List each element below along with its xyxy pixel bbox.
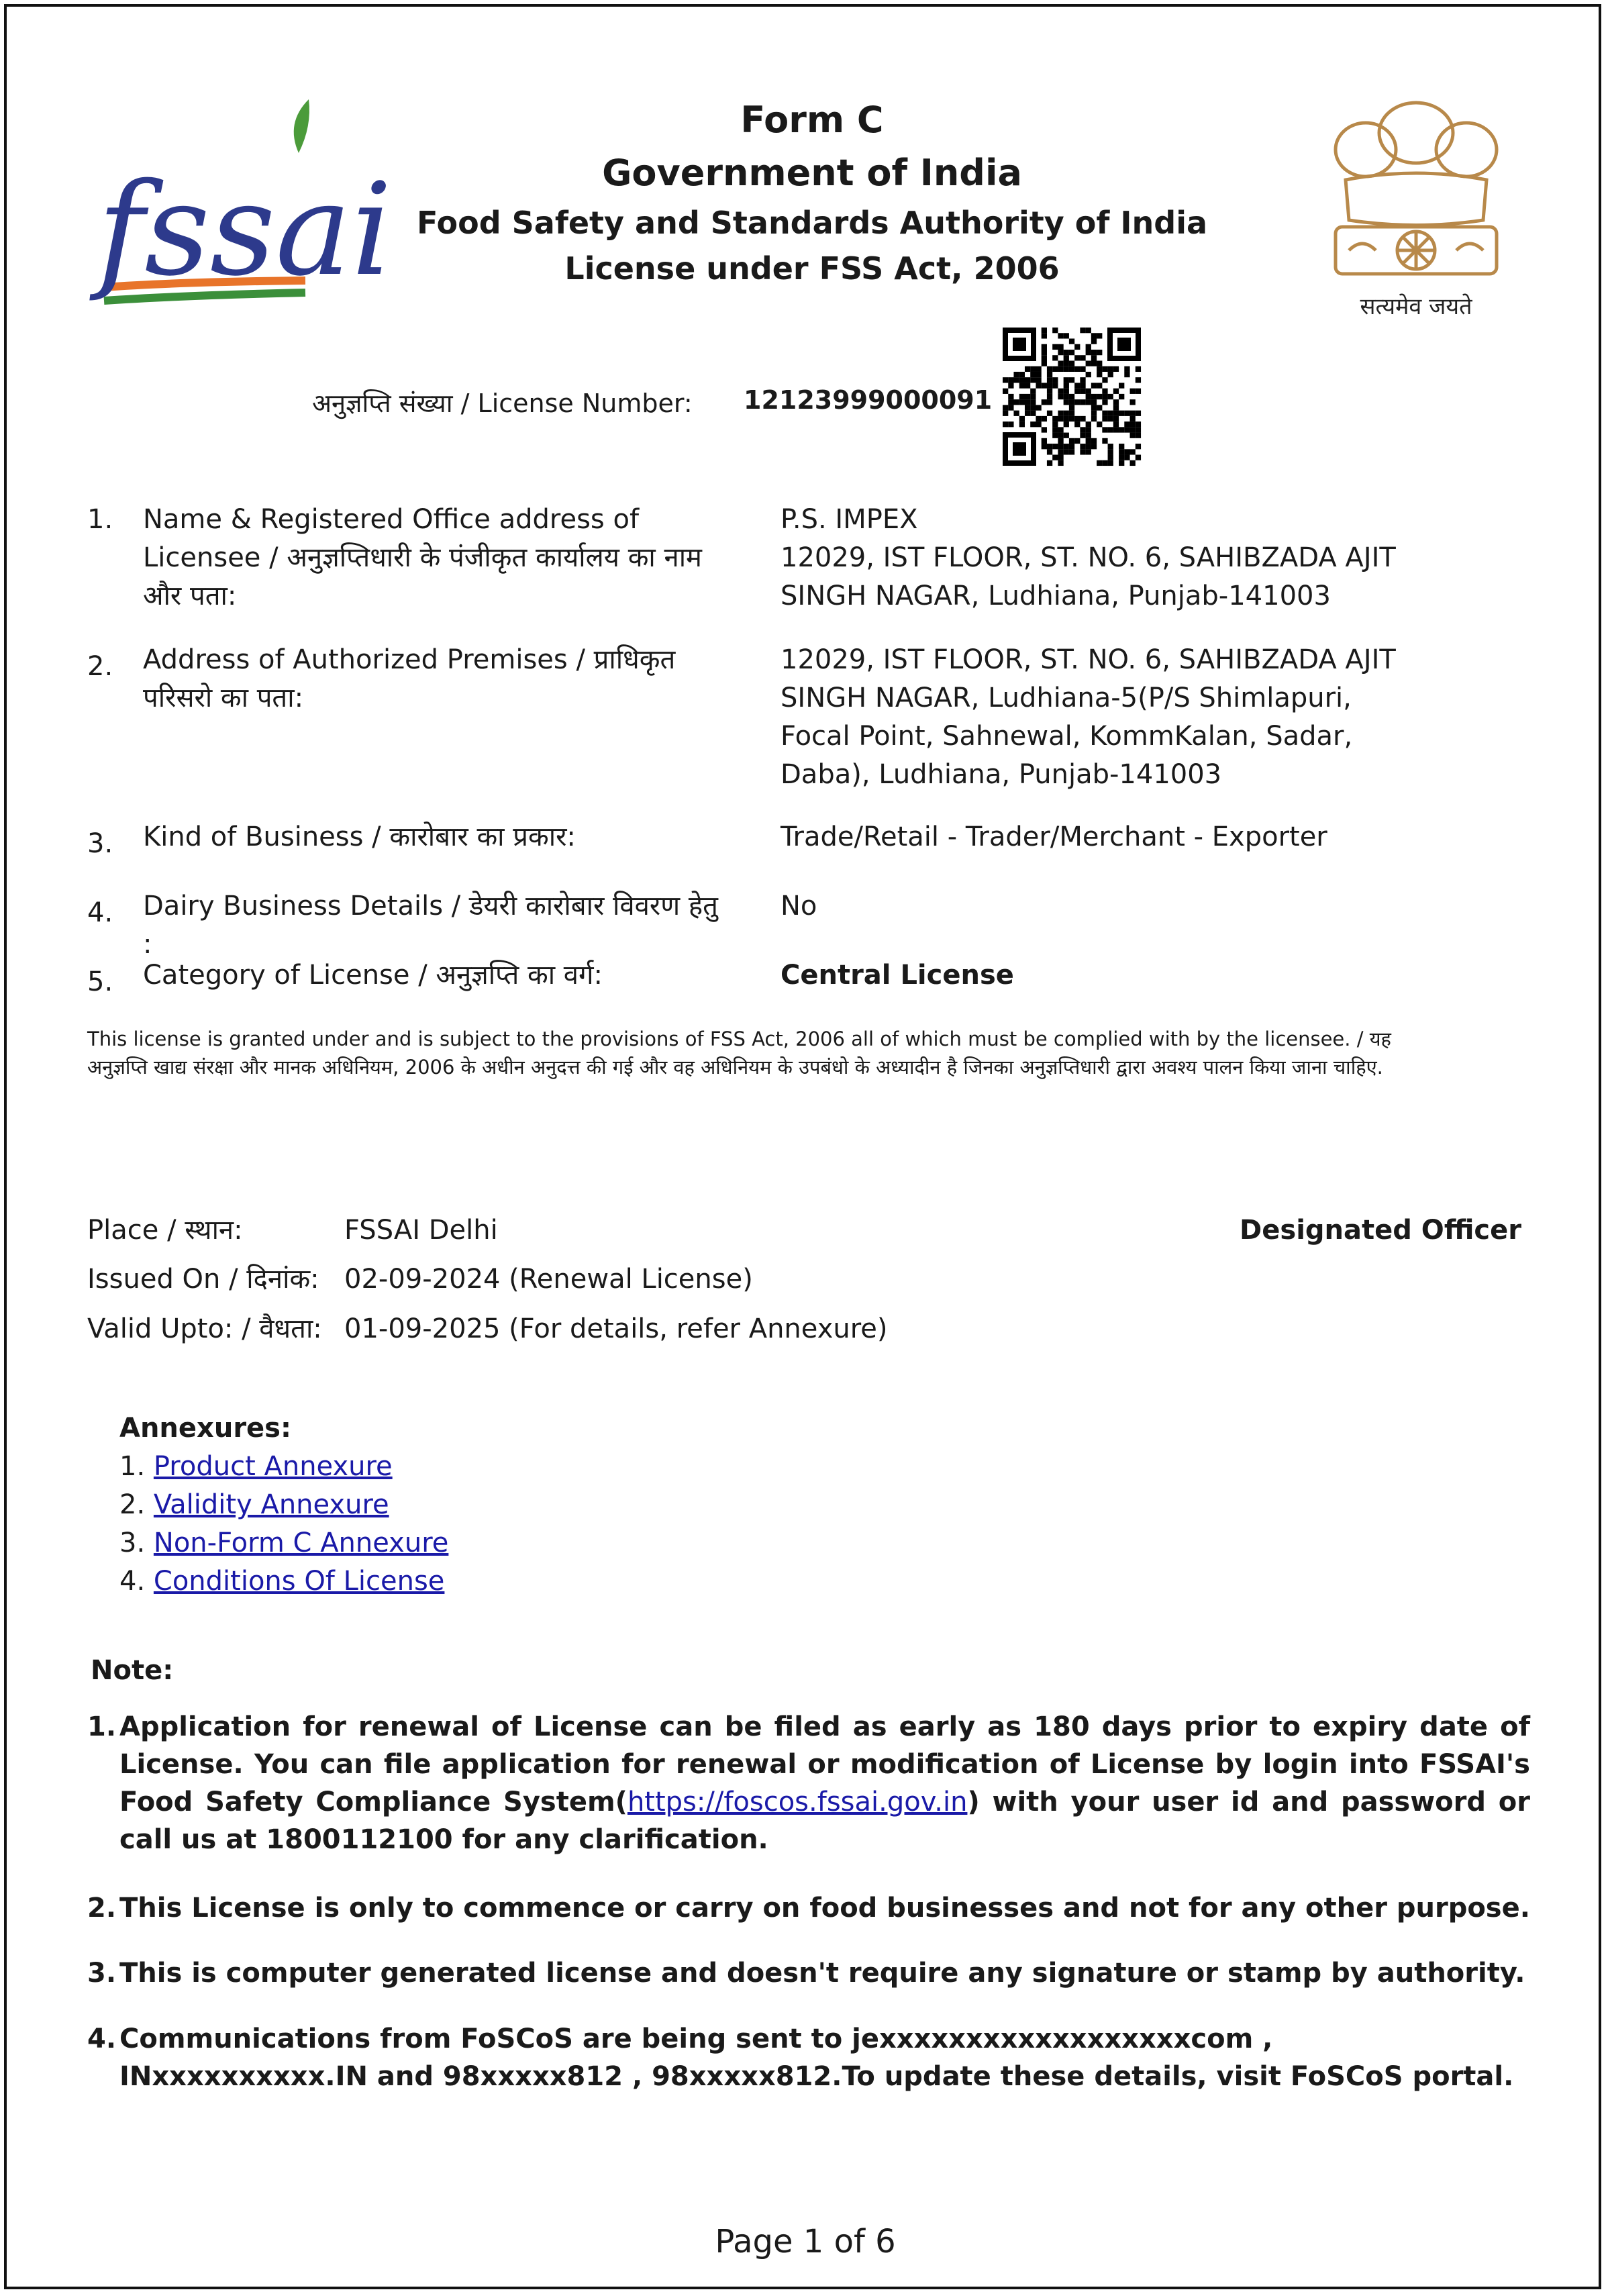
value-line: 12029, IST FLOOR, ST. NO. 6, SAHIBZADA AJIT bbox=[781, 542, 1396, 573]
qr-code-icon bbox=[1003, 328, 1141, 466]
place-label: Place / स्थान: bbox=[87, 1215, 243, 1246]
item-value: Trade/Retail - Trader/Merchant - Exporter bbox=[781, 821, 1327, 852]
annexures-section bbox=[119, 1409, 448, 1601]
item-number: 3. bbox=[87, 828, 113, 859]
annexure-item bbox=[119, 1562, 448, 1601]
designated-officer: Designated Officer bbox=[1240, 1215, 1521, 1246]
annexure-item bbox=[119, 1486, 448, 1524]
non-form-c-annexure-link[interactable]: Non-Form C Annexure bbox=[153, 1528, 449, 1558]
page-number: Page 1 of 6 bbox=[715, 2223, 896, 2260]
place-value: FSSAI Delhi bbox=[344, 1215, 498, 1246]
item-label: Kind of Business / कारोबार का प्रकार: bbox=[143, 821, 576, 852]
note-item-1 bbox=[87, 1708, 1530, 1858]
note-text-part: ) with your user id and password or call us at 1800112100 for any clarification. bbox=[119, 1787, 1531, 1855]
annexures-title: Annexures: bbox=[119, 1413, 291, 1444]
license-number-value: 12123999000091 bbox=[744, 385, 993, 415]
annexure-number: 1. bbox=[119, 1451, 146, 1482]
fssai-logo-icon bbox=[84, 86, 393, 328]
note-number: 3. bbox=[87, 1958, 117, 1989]
item-value: Central License bbox=[781, 960, 1014, 991]
issued-value: 02-09-2024 (Renewal License) bbox=[344, 1264, 753, 1295]
item-label: Name & Registered Office address of Licensee / अनुज्ञप्तिधारी के पंजीकृत कार्यालय का नाम और पता: bbox=[143, 504, 702, 611]
value-line: SINGH NAGAR, Ludhiana, Punjab-141003 bbox=[781, 581, 1331, 611]
item-label: Address of Authorized Premises / प्राधिकृत परिसरो का पता: bbox=[143, 644, 676, 713]
note-text-part: Application for renewal of License can be filed as early as 180 days prior to expiry date of License. You can file application for renewal or modification of License by login into FSSAI's Food Safety Compliance System( bbox=[119, 1711, 1530, 1817]
validity-annexure-link[interactable]: Validity Annexure bbox=[153, 1489, 389, 1520]
authority-title: Food Safety and Standards Authority of India bbox=[416, 205, 1208, 241]
item-number: 4. bbox=[87, 897, 113, 928]
annexure-number: 3. bbox=[119, 1528, 146, 1558]
issued-label: Issued On / दिनांक: bbox=[87, 1264, 319, 1295]
note-text: This License is only to commence or carry on food businesses and not for any other purpose. bbox=[119, 1893, 1530, 1924]
item-number: 2. bbox=[87, 651, 113, 682]
note-text: This is computer generated license and doesn't require any signature or stamp by authority. bbox=[119, 1958, 1525, 1989]
foscos-link[interactable]: https://foscos.fssai.gov.in bbox=[627, 1787, 968, 1817]
value-line: Daba), Ludhiana, Punjab-141003 bbox=[781, 759, 1222, 790]
note-number: 4. bbox=[87, 2024, 117, 2054]
note-title: Note: bbox=[91, 1655, 174, 1686]
document-header bbox=[383, 94, 1242, 291]
item-number: 5. bbox=[87, 966, 113, 997]
item-number: 1. bbox=[87, 504, 113, 535]
value-line: Focal Point, Sahnewal, KommKalan, Sadar, bbox=[781, 721, 1353, 752]
item-value bbox=[781, 641, 1418, 794]
government-title: Government of India bbox=[602, 152, 1022, 194]
item-value: No bbox=[781, 891, 817, 921]
note-number: 1. bbox=[87, 1711, 117, 1742]
note-number: 2. bbox=[87, 1893, 117, 1924]
value-line: 12029, IST FLOOR, ST. NO. 6, SAHIBZADA AJIT bbox=[781, 644, 1396, 675]
item-label: Category of License / अनुज्ञप्ति का वर्ग: bbox=[143, 960, 603, 991]
item-label: Dairy Business Details / डेयरी कारोबार विवरण हेतु : bbox=[143, 891, 718, 960]
note-text bbox=[119, 1708, 1530, 1858]
product-annexure-link[interactable]: Product Annexure bbox=[153, 1451, 393, 1482]
annexure-item bbox=[119, 1524, 448, 1562]
conditions-of-license-link[interactable]: Conditions Of License bbox=[153, 1566, 445, 1597]
fssai-logo-text: fssai bbox=[97, 156, 393, 304]
item-value bbox=[781, 501, 1418, 615]
annexure-number: 4. bbox=[119, 1566, 146, 1597]
note-item-4 bbox=[87, 2020, 1530, 2095]
annexure-number: 2. bbox=[119, 1489, 146, 1520]
value-line: SINGH NAGAR, Ludhiana-5(P/S Shimlapuri, bbox=[781, 683, 1352, 713]
note-text: Communications from FoSCoS are being sent to jexxxxxxxxxxxxxxxxxxcom , INxxxxxxxxxx.IN and 98xxxxx812 , 98xxxxx812.To update these details, visit FoSCoS portal. bbox=[119, 2024, 1514, 2092]
act-title: License under FSS Act, 2006 bbox=[564, 250, 1060, 287]
form-title: Form C bbox=[740, 99, 884, 141]
valid-label: Valid Upto: / वैधता: bbox=[87, 1313, 322, 1344]
emblem-motto: सत्यमेव जयते bbox=[1360, 293, 1472, 320]
national-emblem-icon bbox=[1299, 86, 1534, 328]
value-line: P.S. IMPEX bbox=[781, 504, 918, 535]
note-item-3 bbox=[87, 1954, 1530, 1992]
grant-statement: This license is granted under and is subject to the provisions of FSS Act, 2006 all of which must be complied with by the licensee. / यह अनुज्ञप्ति खाद्य संरक्षा और मानक अधिनियम, 2006 के अधीन अनुदत्त की गई और वह अधिनियम के उपबंधो के अध्यादीन है जिनका अनुज्ञप्तिधारी द्वारा अवश्य पालन किया जाना चाहिए. bbox=[87, 1028, 1391, 1079]
license-page bbox=[4, 4, 1601, 2289]
annexure-item bbox=[119, 1448, 448, 1486]
valid-value: 01-09-2025 (For details, refer Annexure) bbox=[344, 1313, 888, 1344]
license-number-label: अनुज्ञप्ति संख्या / License Number: bbox=[312, 389, 693, 418]
note-item-2 bbox=[87, 1889, 1530, 1927]
